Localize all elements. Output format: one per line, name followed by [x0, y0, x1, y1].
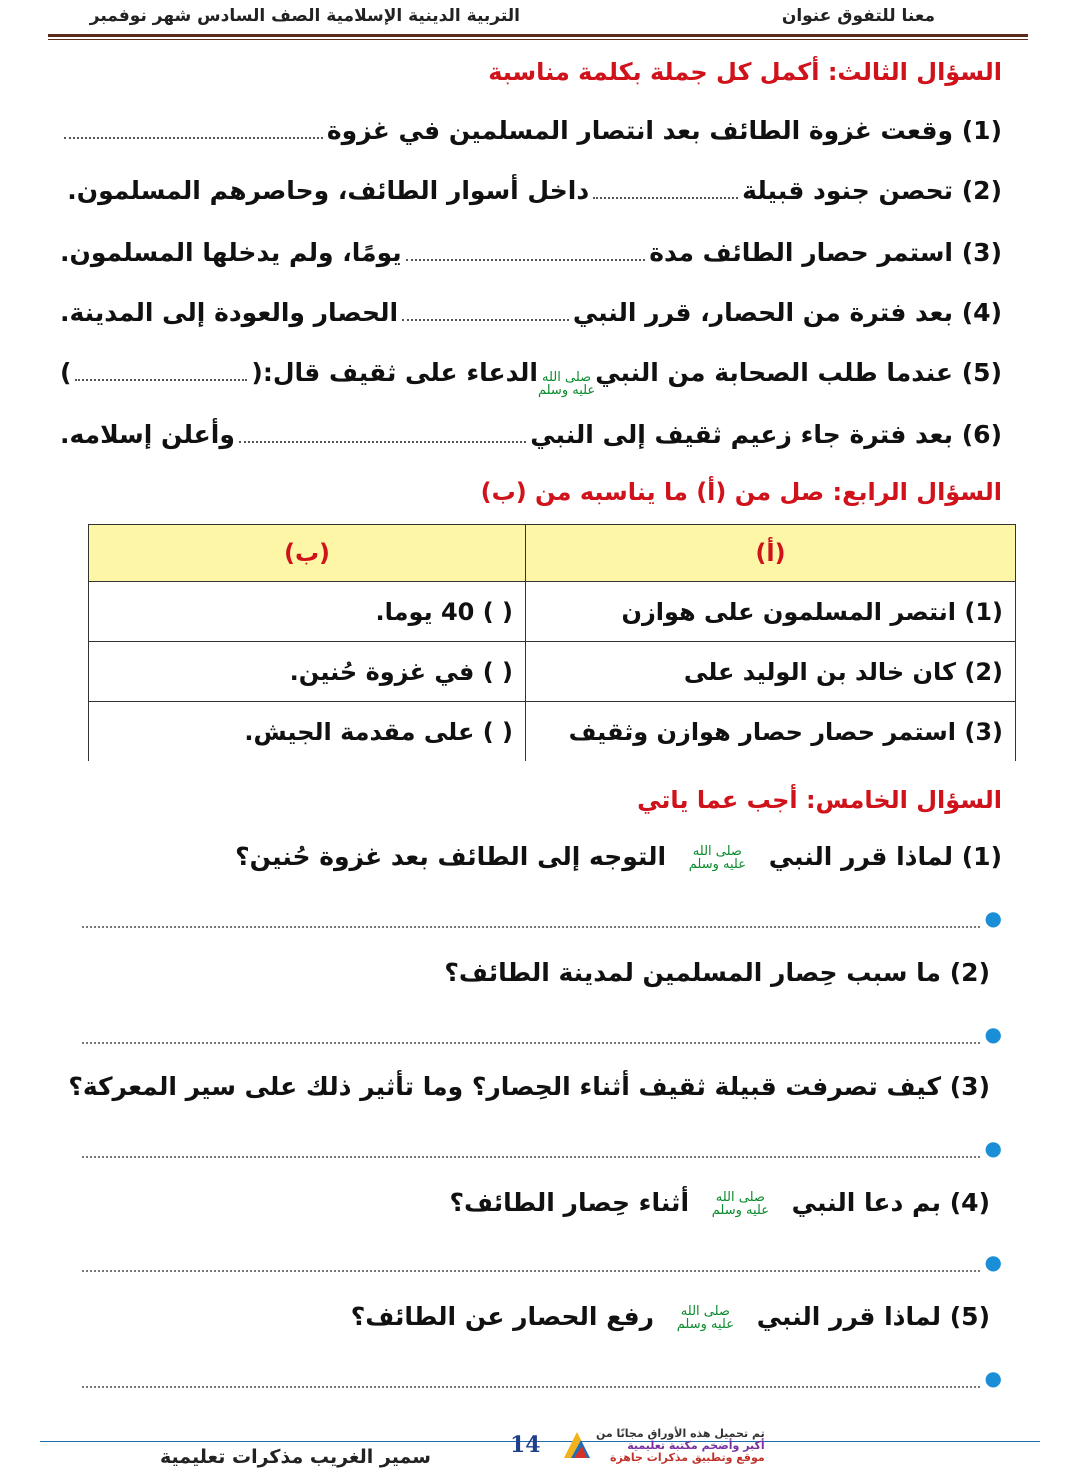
header-subject: التربية الدينية الإسلامية الصف السادس شهر نوفمبر: [89, 6, 520, 26]
logo-icon: [560, 1428, 594, 1462]
cell-b[interactable]: ( ) على مقدمة الجيش.: [89, 702, 526, 762]
salawat-symbol: صلى الله عليه وسلم: [711, 1190, 769, 1218]
q3-item-1: [60, 116, 1002, 145]
item-text: وقعت غزوة الطائف بعد انتصار المسلمين في غزوة: [326, 116, 953, 145]
table-row: [89, 642, 1016, 702]
answer-line[interactable]: [82, 1384, 980, 1388]
answer-line[interactable]: [82, 1040, 980, 1044]
cell-a: (1) انتصر المسلمون على هوازن: [526, 582, 1016, 642]
q5-item-4: (4) بم دعا النبي صلى الله عليه وسلم أثناء حِصار الطائف؟: [449, 1188, 990, 1218]
q5-item-2: (2) ما سبب حِصار المسلمين لمدينة الطائف؟: [444, 958, 990, 987]
item-number: (5): [961, 358, 1002, 387]
item-text: عندما طلب الصحابة من النبي: [595, 358, 953, 387]
q3-item-3: [60, 238, 1002, 267]
answer-line[interactable]: [82, 1268, 980, 1272]
q5-item-5: (5) لماذا قرر النبي صلى الله عليه وسلم رفع الحصار عن الطائف؟: [350, 1302, 990, 1332]
salawat-symbol: صلى الله عليه وسلم: [688, 844, 746, 872]
q5-item-3: (3) كيف تصرفت قبيلة ثقيف أثناء الحِصار؟ وما تأثير ذلك على سير المعركة؟: [68, 1072, 990, 1101]
item-text: بعد فترة جاء زعيم ثقيف إلى النبي: [530, 420, 953, 449]
bullet-icon: ●: [984, 1366, 1002, 1390]
promo-text: تم تحميل هذه الأوراق مجانًا من أكبر وأضخم مكتبة تعليمية موقع وتطبيق مذكرات جاهزة: [596, 1427, 765, 1464]
item-text-end: داخل أسوار الطائف، وحاصرهم المسلمون.: [67, 176, 590, 205]
header-rule: [48, 34, 1028, 37]
q3-item-5: [60, 358, 1002, 397]
header-site-name: معنا للتفوق عنوان: [781, 6, 935, 26]
item-text: استمر حصار الطائف مدة: [649, 238, 953, 267]
item-number: (6): [961, 420, 1002, 449]
item-text: تحصن جنود قبيلة: [742, 176, 953, 205]
cell-a: (3) استمر حصار حصار هوازن وثقيف: [526, 702, 1016, 762]
matching-table: [88, 524, 1016, 761]
column-b-header: (ب): [89, 525, 526, 582]
question-5-title: السؤال الخامس: أجب عما ياتي: [637, 786, 1002, 814]
question-4-title: السؤال الرابع: صل من (أ) ما يناسبه من (ب): [480, 478, 1002, 506]
item-text-end: وأعلن إسلامه.: [60, 420, 235, 449]
item-number: (2): [961, 176, 1002, 205]
table-header-row: [89, 525, 1016, 582]
item-text-mid: الدعاء على ثقيف قال:(: [251, 358, 538, 387]
cell-b[interactable]: ( ) 40 يوما.: [89, 582, 526, 642]
table-row: [89, 582, 1016, 642]
cell-b[interactable]: ( ) في غزوة حُنين.: [89, 642, 526, 702]
item-number: (3): [961, 238, 1002, 267]
item-text-end: الحصار والعودة إلى المدينة.: [60, 298, 399, 327]
bullet-icon: ●: [984, 1250, 1002, 1274]
answer-blank[interactable]: [593, 193, 738, 199]
question-3-title: السؤال الثالث: أكمل كل جملة بكلمة مناسبة: [488, 58, 1002, 86]
bullet-icon: ●: [984, 1136, 1002, 1160]
answer-blank[interactable]: [64, 133, 323, 139]
item-number: (1): [961, 116, 1002, 145]
item-text-end: ): [60, 358, 72, 387]
salawat-symbol: صلى الله عليه وسلم: [537, 370, 596, 398]
q3-item-6: [60, 420, 1002, 449]
item-text-end: يومًا، ولم يدخلها المسلمون.: [60, 238, 402, 267]
bullet-icon: ●: [984, 1022, 1002, 1046]
answer-blank[interactable]: [75, 375, 247, 381]
q3-item-2: [60, 176, 1002, 205]
page-number: 14: [510, 1432, 541, 1458]
item-number: (4): [961, 298, 1002, 327]
footer-author: سمير الغريب مذكرات تعليمية: [160, 1446, 431, 1468]
q5-item-1: (1) لماذا قرر النبي صلى الله عليه وسلم التوجه إلى الطائف بعد غزوة حُنين؟: [235, 842, 1002, 872]
answer-blank[interactable]: [239, 437, 526, 443]
salawat-symbol: صلى الله عليه وسلم: [676, 1304, 734, 1332]
q3-item-4: [60, 298, 1002, 327]
bullet-icon: ●: [984, 906, 1002, 930]
column-a-header: (أ): [526, 525, 1016, 582]
header-rule-thin: [48, 39, 1028, 40]
item-text: بعد فترة من الحصار، قرر النبي: [572, 298, 953, 327]
table-row: [89, 702, 1016, 762]
cell-a: (2) كان خالد بن الوليد على: [526, 642, 1016, 702]
answer-blank[interactable]: [406, 255, 646, 261]
answer-line[interactable]: [82, 1154, 980, 1158]
answer-blank[interactable]: [402, 315, 569, 321]
answer-line[interactable]: [82, 924, 980, 928]
